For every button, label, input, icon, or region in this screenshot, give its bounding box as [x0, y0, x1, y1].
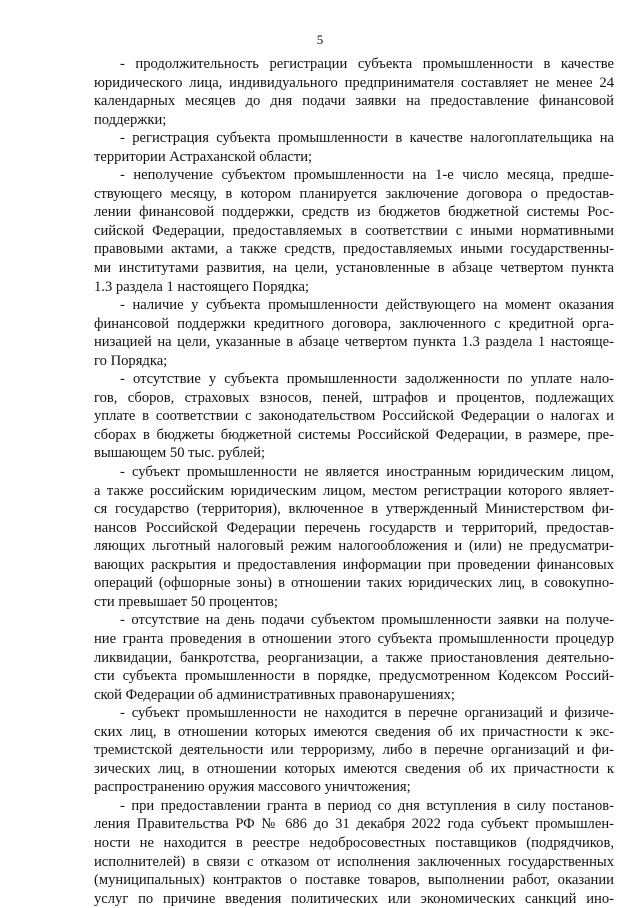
text-line: вающих раскрытия и предоставления информации при проведении финансовых — [94, 556, 614, 573]
text-line: (муниципальных) контрактов о поставке товаров, выполнении работ, оказании — [94, 872, 614, 889]
text-line: 1.3 раздела 1 настоящего Порядка; — [94, 278, 310, 295]
text-line: ствующего месяцу, в котором планируется заключение договора о предостав- — [94, 185, 614, 202]
text-line: ся государство (территория), включенное в утвержденный Министерством фи- — [94, 501, 614, 518]
text-line: поддержки; — [94, 111, 167, 128]
page-number: 5 — [316, 32, 324, 47]
text-line: зических лиц, в отношении которых имеются сведения об их причастности к — [94, 760, 614, 777]
text-line: - при предоставлении гранта в период со дня вступления в силу постанов- — [120, 797, 614, 814]
text-line: - отсутствие у субъекта промышленности задолженности по уплате нало- — [120, 371, 614, 388]
text-line: лении финансовой поддержки, средств из бюджетов бюджетной системы Рос- — [94, 204, 614, 221]
text-line: ности не находится в реестре недобросовестных поставщиков (подрядчиков, — [94, 834, 614, 851]
text-line: сти субъекта промышленности в порядке, предусмотренном Кодексом Россий- — [94, 668, 614, 685]
text-line: низацией на цели, указанные в абзаце четвертом пункта 1.3 раздела 1 настояще- — [94, 334, 614, 351]
text-line: правовыми актами, а также средств, предоставляемых иными государственны- — [94, 241, 614, 258]
text-line: сийской Федерации, предоставляемых в соответствии с иными нормативными — [94, 222, 614, 239]
text-line: го Порядка; — [94, 352, 168, 369]
body-text — [94, 55, 614, 908]
text-line: вышающем 50 тыс. рублей; — [94, 445, 266, 462]
text-line: нансов Российской Федерации перечень государств и территорий, предостав- — [94, 519, 614, 536]
text-line: услуг по причине введения политических или экономических санкций ино- — [94, 890, 614, 907]
text-line: - регистрация субъекта промышленности в качестве налогоплательщика на — [120, 130, 614, 147]
text-line: юридического лица, индивидуального предпринимателя составляет не менее 24 — [94, 74, 614, 91]
text-line: ликвидации, банкротства, реорганизации, а также приостановления деятельно- — [94, 649, 614, 666]
text-line: сборах в бюджеты бюджетной системы Российской Федерации, в размере, пре- — [94, 426, 614, 443]
text-line: сти превышает 50 процентов; — [94, 593, 278, 610]
text-line: ления Правительства РФ № 686 до 31 декабря 2022 года субъект промышлен- — [94, 816, 614, 833]
text-line: а также российским юридическим лицом, местом регистрации которого являет- — [94, 482, 614, 499]
text-line: - отсутствие на день подачи субъектом промышленности заявки на получе- — [120, 612, 614, 629]
text-line: ляющих льготный налоговый режим налогообложения и (или) не предусматри- — [94, 538, 614, 555]
text-line: финансовой поддержки кредитного договора, заключенного с кредитной орга- — [94, 315, 614, 332]
text-line: распространению оружия массового уничтожения; — [94, 779, 411, 796]
text-line: ской Федерации об административных правонарушениях; — [94, 686, 455, 703]
text-line: уплате в соответствии с законодательством Российской Федерации о налогах и — [94, 408, 614, 425]
text-line: тремистской деятельности или терроризму, либо в перечне организаций и фи- — [94, 742, 614, 759]
text-line: - наличие у субъекта промышленности действующего на момент оказания — [120, 297, 614, 314]
text-line: операций (офшорные зоны) в отношении таких юридических лиц, в совокупно- — [94, 575, 614, 592]
text-line: территории Астраханской области; — [94, 148, 313, 165]
text-line: ми институтами развития, на цели, установленные в абзаце четвертом пункта — [94, 260, 614, 277]
text-line: ских лиц, в отношении которых имеются сведения об их причастности к экс- — [94, 723, 614, 740]
text-line: - субъект промышленности не является иностранным юридическим лицом, — [120, 464, 614, 481]
text-line: - неполучение субъектом промышленности на 1-е число месяца, предше- — [120, 167, 614, 184]
text-line: - субъект промышленности не находится в перечне организаций и физиче- — [120, 705, 614, 722]
text-line: ние гранта проведения в отношении этого субъекта промышленности процедур — [94, 630, 614, 647]
text-line: исполнителей) в связи с отказом от исполнения заключенных государственных — [94, 853, 614, 870]
text-line: гов, сборов, страховых взносов, пеней, штрафов и процентов, подлежащих — [94, 389, 614, 406]
text-line: - продолжительность регистрации субъекта промышленности в качестве — [120, 56, 614, 72]
text-line: календарных месяцев до дня подачи заявки на предоставление финансовой — [94, 93, 614, 110]
